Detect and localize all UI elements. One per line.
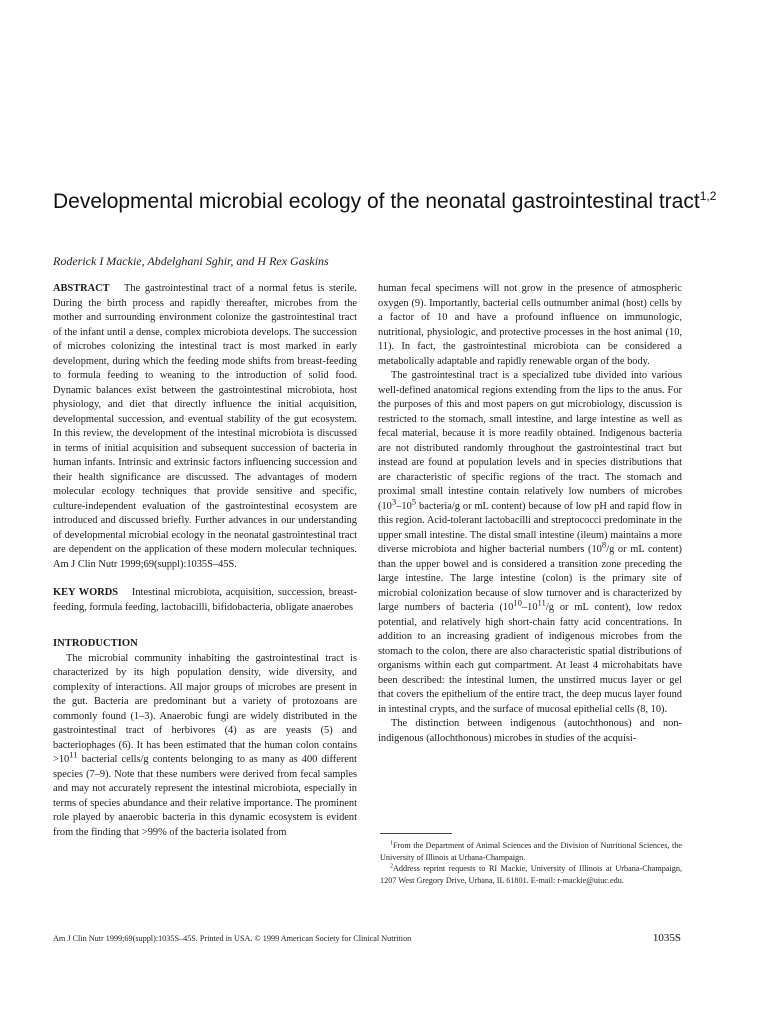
title-footnote-marker: 1,2: [699, 189, 717, 203]
footnote-1: [380, 840, 682, 863]
keywords-label: KEY WORDS: [53, 587, 119, 598]
intro-superscript: 11: [69, 749, 78, 760]
abstract-label: ABSTRACT: [53, 283, 110, 294]
p2-text-d: /g or mL content) than the upper bowel and is considered a transition zone preceding the large intestine. The large intestine (colon) is the primary site of microbial colonization because of slow turnover and is characterized by large numbers of bacteria (10: [378, 544, 682, 613]
p2-sup-2: 5: [411, 496, 417, 507]
abstract-citation: Am J Clin Nutr 1999;69(suppl):1035S–45S.: [53, 558, 237, 570]
footnote-1-text: From the Department of Animal Sciences and the Division of Nutritional Sciences, the University of Illinois at Urbana-Champaign.: [380, 841, 682, 862]
page-number: 1035S: [652, 932, 681, 944]
p2-sup-1: 3: [391, 496, 397, 507]
p2-sup-3: 8: [601, 539, 607, 550]
introduction-heading: INTRODUCTION: [53, 638, 138, 649]
body-paragraph-1: human fecal specimens will not grow in the presence of atmospheric oxygen (9). Importantly, bacterial cells outnumber animal (host) cells by a factor of 10 and have a profound influence on immunologic, nutritional, physiologic, and protective processes in the host animal (10, 11). In fact, the gastrointestinal microbiota can be considered a metabolically adaptable and rapidly renewable organ of the body.: [378, 283, 682, 367]
introduction-paragraph: [53, 652, 357, 841]
p2-text-c: bacteria/g or mL content) because of low pH and rapid flow in this region. Acid-tolerant lactobacilli and streptococci predominate in the upper small intestine. The distal small intestine (ileum) maintains a more diverse microbiota and higher bacterial numbers (10: [378, 500, 682, 555]
page-footer: Am J Clin Nutr 1999;69(suppl):1035S–45S. Printed in USA. © 1999 American Society for Clinical Nutrition: [53, 934, 412, 943]
footnotes: [380, 840, 682, 886]
footnote-divider: [380, 833, 452, 834]
p2-sup-5: 11: [537, 597, 546, 608]
p2-text-f: /g or mL content), low redox potential, and relatively high short-chain fatty acid concentrations. In addition to an increasing gradient of indigenous microbes from the stomach to the colon, there are also characteristic spatial distributions of organisms within each gut compartment. At least 4 microhabitats have been described: the intestinal lumen, the unstirred mucus layer or gel that covers the epithelium of the entire tract, the deep mucus layer found in intestinal crypts, and the surface of mucosal epithelial cells (8, 10).: [378, 602, 682, 715]
abstract-paragraph: [53, 282, 357, 572]
body-paragraph-2: [378, 369, 682, 717]
keywords-paragraph: [53, 586, 357, 615]
footnote-2-text: Address reprint requests to RI Mackie, University of Illinois at Urbana-Champaign, 1207 West Gregory Drive, Urbana, IL 61801. E-mail: r-mackie@uiuc.edu.: [380, 864, 682, 885]
p2-sup-4: 10: [513, 597, 522, 608]
left-column: [53, 282, 357, 840]
footnote-2: [380, 863, 682, 886]
footnote-2-marker: 2: [390, 863, 393, 870]
abstract-text: The gastrointestinal tract of a normal fetus is sterile. During the birth process and rapidly thereafter, microbes from the mother and surrounding environment colonize the gastrointestinal tract of the infant until a dense, complex microbiota develops. The succession of microbes colonizing the intestinal tract is most marked in early development, during which the feeding mode shifts from breast-feeding to formula feeding to weaning to the introduction of solid food. Dynamic balances exist between the gastrointestinal microbiota, host physiology, and diet that directly influence the initial acquisition, developmental succession, and eventual stability of the gut ecosystem. In this review, the development of the intestinal microbiota is discussed in terms of initial acquisition and subsequent succession of bacteria in human infants. Intrinsic and extrinsic factors influencing succession and their health significance are discussed. The advantages of modern molecular ecology techniques that provide sensitive and specific, culture-independent evaluation of the gastrointestinal ecosystem are introduced and discussed briefly. Further advances in our understanding of developmental microbial ecology in the neonatal gastrointestinal tract are dependent on the application of these modern molecular techniques.: [53, 283, 357, 555]
footnote-1-marker: 1: [390, 840, 393, 847]
intro-text-a: The microbial community inhabiting the gastrointestinal tract is characterized by its high population density, wide diversity, and complexity of interactions. All major groups of microbes are present in the gut. Bacteria are predominant but a variety of protozoans are commonly found (1–3). Anaerobic fungi are widely distributed in the gastrointestinal tract of herbivores (4) as are yeasts (5) and bacteriophages (6). It has been estimated that the human colon contains >10: [53, 652, 357, 765]
p2-text-a: The gastrointestinal tract is a specialized tube divided into various well-defined anatomical regions extending from the lips to the anus. For the purposes of this and most papers on gut microbiology, discussion is restricted to the stomach, small intestine, and large intestine as well as fecal material, because it is more readily obtained. Indigenous bacteria are not distributed randomly throughout the gastrointestinal tract but instead are found at population levels and in species distributions that are characteristic of specific regions of the tract. The stomach and proximal small intestine contain relatively low numbers of microbes (10: [378, 370, 682, 512]
right-column: [378, 282, 682, 746]
keywords-text: Intestinal microbiota, acquisition, succession, breast-feeding, formula feeding, lactobacilli, bifidobacteria, obligate anaerobes: [53, 587, 357, 613]
author-list: Roderick I Mackie, Abdelghani Sghir, and H Rex Gaskins: [53, 254, 329, 268]
intro-text-b: bacterial cells/g contents belonging to as many as 400 different species (7–9). Note that these numbers were derived from fecal samples and may not accurately represent the intestinal microbiota, especially in terms of species abundance and their relative importance. The prominent role played by anaerobic bacteria in this dynamic ecosystem is evident from the finding that >99% of the bacteria isolated from: [53, 754, 357, 838]
article-title: [53, 188, 733, 215]
p2-text-b: –10: [396, 500, 412, 512]
p2-text-e: –10: [521, 602, 538, 613]
article-title-text: Developmental microbial ecology of the neonatal gastrointestinal tract: [53, 190, 700, 213]
body-paragraph-3: The distinction between indigenous (autochthonous) and non-indigenous (allochthonous) microbes in studies of the acquisi-: [378, 718, 682, 744]
